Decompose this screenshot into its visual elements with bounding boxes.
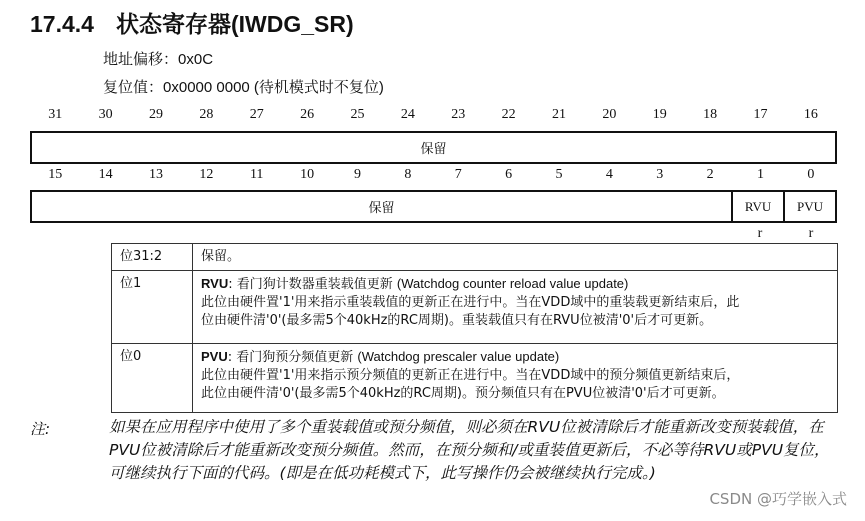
bit-number: 19 (652, 107, 667, 122)
bit-number: 0 (807, 167, 815, 182)
bit-number: 3 (656, 167, 664, 182)
bit-range-cell: 位31:2 (112, 244, 193, 271)
section-number: 17.4.4 (30, 11, 94, 37)
description-line: 位由硬件清'0'(最多需5个40kHz的RC周期)。重装载值只有在RVU位被清'0'后才可更新。 (201, 313, 713, 328)
watermark: CSDN @巧学嵌入式 (709, 490, 847, 508)
table-row (112, 344, 838, 413)
bit-number: 7 (454, 167, 462, 182)
reserved-field-upper: 保留 (420, 142, 447, 157)
field-name-rvu: RVU (201, 276, 229, 291)
lower-bit-numbers (30, 167, 836, 185)
bit-number: 30 (98, 107, 113, 122)
reserved-field-lower: 保留 (368, 201, 395, 216)
bit-number: 28 (199, 107, 214, 122)
description-cell (193, 344, 838, 413)
bit-number: 14 (98, 167, 113, 182)
bit-number: 11 (249, 167, 264, 182)
section-name: 状态寄存器(IWDG_SR) (115, 11, 354, 37)
rvu-access: r (757, 226, 763, 241)
bit-range-cell: 位0 (112, 344, 193, 413)
bit-number: 8 (404, 167, 412, 182)
field-title: : 看门狗预分频值更新 (227, 350, 358, 365)
bit-number: 25 (350, 107, 365, 122)
reset-value-label: 复位值： (103, 78, 164, 96)
upper-bit-numbers (30, 107, 836, 125)
bit-number: 5 (555, 167, 563, 182)
description-cell (193, 271, 838, 344)
rvu-field: RVU (731, 192, 783, 221)
bit-number: 15 (48, 167, 63, 182)
register-upper-row (30, 131, 837, 164)
field-name-pvu: PVU (201, 349, 228, 364)
reset-value-text: 0x0000 0000 (待机模式时不复位) (163, 79, 384, 96)
pvu-access: r (808, 226, 814, 241)
bit-number: 17 (753, 107, 768, 122)
address-offset-value: 0x0C (178, 51, 214, 68)
field-title: : 看门狗计数器重装载值更新 (228, 277, 397, 292)
reserved-description: 保留。 (201, 249, 241, 264)
bit-number: 21 (551, 107, 566, 122)
bit-number: 12 (199, 167, 214, 182)
bit-number: 6 (505, 167, 513, 182)
bit-number: 27 (249, 107, 264, 122)
bit-number: 29 (148, 107, 163, 122)
description-line: 此位由硬件置'1'用来指示重装载值的更新正在进行中。当在VDD域中的重装载更新结束后，此 (201, 295, 740, 310)
bit-number: 26 (300, 107, 315, 122)
bit-number: 2 (706, 167, 714, 182)
section-title (30, 6, 354, 39)
note-text: 如果在应用程序中使用了多个重装载值或预分频值，则必须在RVU位被清除后才能重新改变预装载值，在PVU位被清除后才能重新改变预分频值。然而，在预分频和/或重装值更新后，不必等待RVU或PVU复位，可继续执行下面的代码。(即是在低功耗模式下，此写操作仍会被继续执行完成。) (109, 418, 830, 482)
description-cell (193, 244, 838, 271)
reset-value (103, 76, 384, 97)
register-lower-row (30, 190, 837, 223)
bit-number: 22 (501, 107, 516, 122)
description-line: 此位由硬件清'0'(最多需5个40kHz的RC周期)。预分频值只有在PVU位被清'0'后才可更新。 (201, 386, 725, 401)
field-title-en: (Watchdog counter reload value update) (396, 276, 629, 291)
bit-number: 10 (300, 167, 315, 182)
table-row (112, 271, 838, 344)
bit-number: 31 (48, 107, 63, 122)
bit-description-table (111, 243, 838, 413)
bit-number: 13 (148, 167, 163, 182)
bit-number: 18 (703, 107, 718, 122)
bit-number: 20 (602, 107, 617, 122)
field-title-en: (Watchdog prescaler value update) (357, 349, 560, 364)
address-offset-label: 地址偏移： (103, 50, 179, 68)
bit-number: 4 (605, 167, 613, 182)
bit-number: 24 (400, 107, 415, 122)
address-offset (103, 48, 213, 69)
bit-range-cell: 位1 (112, 271, 193, 344)
bit-number: 23 (451, 107, 466, 122)
note-label: 注: (30, 420, 51, 438)
bit-number: 9 (353, 167, 361, 182)
table-row (112, 244, 838, 271)
description-line: 此位由硬件置'1'用来指示预分频值的更新正在进行中。当在VDD域中的预分频值更新结束后， (201, 368, 740, 383)
pvu-field: PVU (783, 192, 835, 221)
bit-number: 1 (756, 167, 764, 182)
bit-number: 16 (803, 107, 818, 122)
